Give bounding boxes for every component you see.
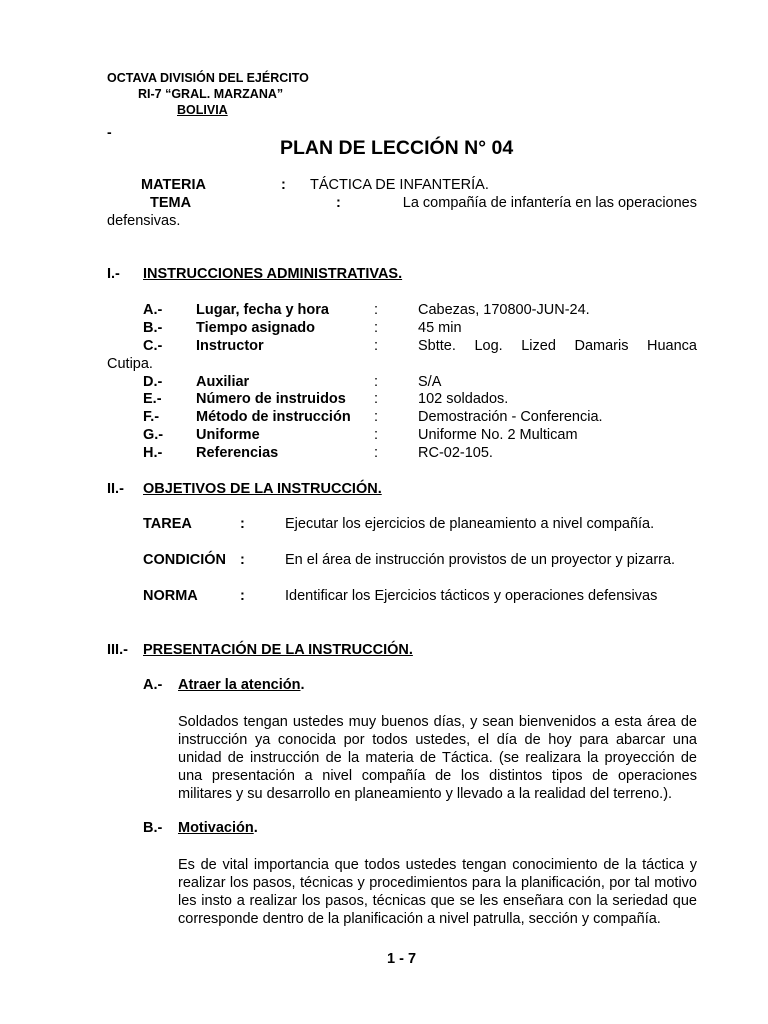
- item-letter: H.-: [143, 445, 163, 461]
- item-label: Instructor: [196, 338, 264, 354]
- objective-label-tarea: TAREA: [143, 516, 192, 532]
- tema-colon: :: [336, 195, 341, 211]
- item-letter: F.-: [143, 409, 160, 425]
- item-label: Auxiliar: [196, 374, 250, 390]
- item-colon: :: [374, 445, 379, 461]
- item-letter: C.-: [143, 338, 163, 354]
- item-colon: :: [374, 320, 379, 336]
- objective-label-condicion: CONDICIÓN: [143, 552, 226, 568]
- objective-colon: :: [240, 516, 245, 532]
- item-letter: E.-: [143, 391, 162, 407]
- item-label: Referencias: [196, 445, 279, 461]
- tema-label: TEMA: [150, 195, 192, 211]
- item-label: Uniforme: [196, 427, 260, 443]
- item-colon: :: [374, 338, 379, 354]
- tema-value: La compañía de infantería en las operaciones: [402, 195, 697, 211]
- item-value: Cabezas, 170800-JUN-24.: [418, 302, 590, 318]
- page-title: PLAN DE LECCIÓN N° 04: [280, 137, 514, 159]
- attention-paragraph: Soldados tengan ustedes muy buenos días, y sean bienvenidos a esta área de instrucción ya conocida por todos ustedes, el día de hoy para abarcar una unidad de instrucción de la materia de Táctica. (se realizara la proyección de una presentación a nivel compañía de los distintos tipos de operaciones militares y su desarrollo en planeamiento y llevado a la realidad del terreno.).: [178, 714, 697, 802]
- objective-label-norma: NORMA: [143, 588, 198, 604]
- header-dash: -: [107, 124, 112, 140]
- item-letter: A.-: [143, 302, 163, 318]
- objective-colon: :: [240, 552, 245, 568]
- subsection-b-letter: B.-: [143, 820, 163, 836]
- objective-value-condicion: En el área de instrucción provistos de un proyector y pizarra.: [285, 552, 676, 568]
- item-colon: :: [374, 427, 379, 443]
- section2-title: OBJETIVOS DE LA INSTRUCCIÓN.: [143, 481, 382, 497]
- item-letter: B.-: [143, 320, 163, 336]
- item-label: Método de instrucción: [196, 409, 351, 425]
- objective-value-tarea: Ejecutar los ejercicios de planeamiento a nivel compañía.: [285, 516, 655, 532]
- item-value: Sbtte. Log. Lized Damaris Huanca: [418, 338, 697, 354]
- materia-colon: :: [281, 177, 286, 193]
- subsection-a-letter: A.-: [143, 677, 163, 693]
- item-colon: :: [374, 374, 379, 390]
- motivation-paragraph: Es de vital importancia que todos ustedes tengan conocimiento de la táctica y realizar los pasos, técnicas y procedimientos para la planificación, por tal motivo les insto a realizar los pasos, técnicas que se les enseñara con la seriedad que corresponde dentro de la planificación a nivel patrulla, sección y compañía.: [178, 857, 697, 927]
- subsection-b-title-dot: .: [253, 820, 258, 836]
- subsection-b-title-text: Motivación: [178, 820, 254, 836]
- objective-colon: :: [240, 588, 245, 604]
- section1-title: INSTRUCCIONES ADMINISTRATIVAS.: [143, 266, 403, 282]
- subsection-b-title: [178, 820, 258, 836]
- section3-title: PRESENTACIÓN DE LA INSTRUCCIÓN.: [143, 642, 413, 658]
- item-colon: :: [374, 302, 379, 318]
- item-value: S/A: [418, 374, 442, 390]
- section2-number: II.-: [107, 481, 124, 497]
- item-label: Tiempo asignado: [196, 320, 315, 336]
- subsection-a-title-text: Atraer la atención: [178, 677, 301, 693]
- objective-value-norma: Identificar los Ejercicios tácticos y operaciones defensivas: [285, 588, 658, 604]
- item-colon: :: [374, 409, 379, 425]
- tema-value-cont: defensivas.: [107, 213, 181, 229]
- section3-number: III.-: [107, 642, 128, 658]
- item-letter: D.-: [143, 374, 163, 390]
- item-value: Demostración - Conferencia.: [418, 409, 603, 425]
- subsection-a-title: [178, 677, 305, 693]
- item-letter: G.-: [143, 427, 164, 443]
- subsection-a-title-dot: .: [300, 677, 305, 693]
- item-value: 102 soldados.: [418, 391, 509, 407]
- item-label: Lugar, fecha y hora: [196, 302, 329, 318]
- header-regiment: RI-7 “GRAL. MARZANA”: [138, 87, 284, 101]
- materia-value: TÁCTICA DE INFANTERÍA.: [310, 177, 489, 193]
- item-colon: :: [374, 391, 379, 407]
- item-value: RC-02-105.: [418, 445, 493, 461]
- page-number: 1 - 7: [387, 951, 417, 967]
- item-label: Número de instruidos: [196, 391, 346, 407]
- section1-number: I.-: [107, 266, 120, 282]
- item-value-cont: Cutipa.: [107, 356, 153, 372]
- header-division: OCTAVA DIVISIÓN DEL EJÉRCITO: [107, 71, 309, 85]
- item-value: 45 min: [418, 320, 462, 336]
- item-value: Uniforme No. 2 Multicam: [418, 427, 578, 443]
- materia-label: MATERIA: [141, 177, 206, 193]
- header-country: BOLIVIA: [177, 103, 228, 117]
